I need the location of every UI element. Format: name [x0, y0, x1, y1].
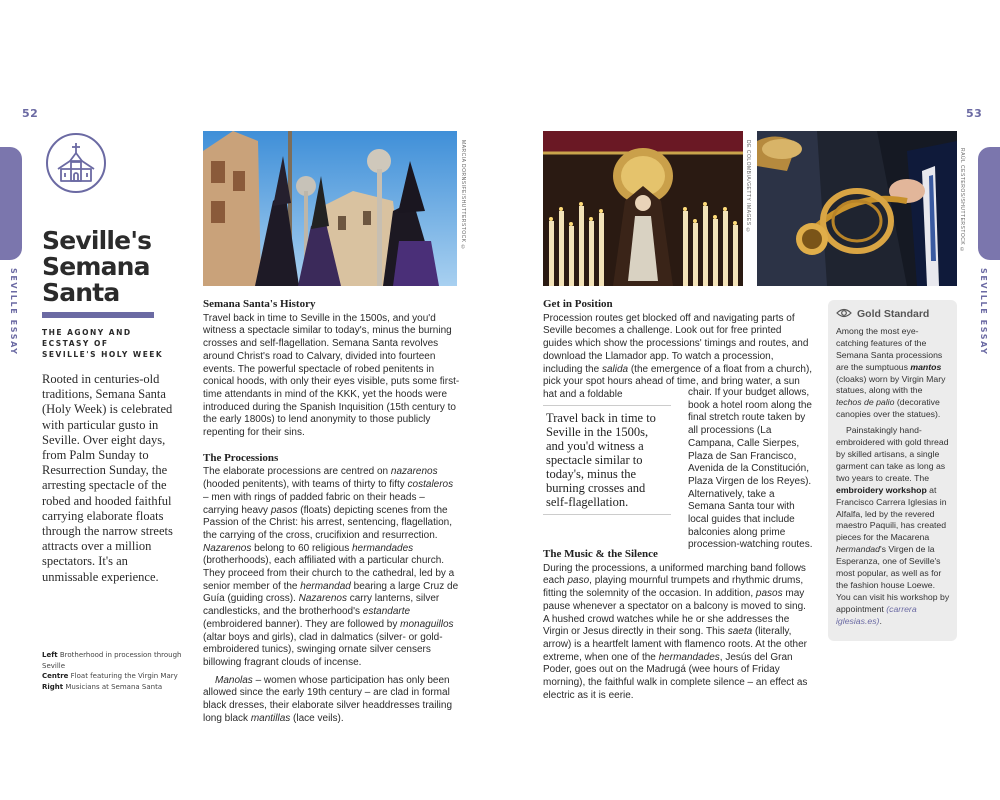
- position-text: Procession routes get blocked off and navigating parts of Seville becomes a challenge. Look out for free printed guides which show the processions' timings and routes, and download the Llamador app. To watch a procession, including the salida (the emergence of a float from a church), pick your spot hours ahead of time, and bring water, a sun hat and a foldable: [543, 312, 813, 400]
- caption-left: Left Brotherhood in procession through Seville: [42, 651, 182, 670]
- church-icon: [46, 133, 106, 193]
- photo-credit-left: MARCIA DORNSIFE/SHUTTERSTOCK ©: [460, 140, 466, 251]
- heading-history: Semana Santa's History: [203, 298, 316, 310]
- section-tab-left: [0, 147, 22, 260]
- page-title: Seville's Semana Santa: [42, 226, 152, 307]
- caption-right: Right Musicians at Semana Santa: [42, 682, 163, 691]
- section-tab-right: [978, 147, 1000, 260]
- sidebar-gold-standard: [828, 300, 957, 641]
- photo-credit-middle: DE COLOMBIA/GETTY IMAGES ©: [745, 140, 751, 234]
- sidebar-para-1: Among the most eye-catching features of the Semana Santa processions are the sumptuous mantos (cloaks) worn by Virgin Mary statues, along with the techos de palio (decorative canopies over the statues).: [836, 325, 946, 420]
- sidebar-para-2: Painstakingly hand-embroidered with gold thread by skilled artisans, a single garment can take as long as two years to create. The embroidery workshop at Francisco Carrera Iglesias in Alfalfa, led by the revered maestro Paquili, has created pieces for the Macarena hermandad's Virgen de la Esperanza, one of Seville's most popular, as well as for the fashion house Loewe. You can visit his workshop by appointment (carrera iglesias.es).: [836, 425, 950, 626]
- heading-processions: The Processions: [203, 451, 279, 464]
- photo-musicians: [757, 131, 957, 286]
- page-subtitle: THE AGONY AND ECSTASY OF SEVILLE'S HOLY WEEK: [42, 328, 164, 359]
- photo-credit-right: RAÚL CESTEROS/SHUTTERSTOCK ©: [959, 148, 965, 254]
- eye-icon: [836, 307, 852, 323]
- heading-music: The Music & the Silence: [543, 548, 658, 560]
- page-number-left: 52: [22, 107, 39, 120]
- position-text-continued: chair. If your budget allows, book a hotel room along the final stretch route taken by all processions (La Campana, Calle Sierpes, Plaza de San Francisco, Avenida de la Constitución, Plaza Virgen de los Reyes). Alternatively, take a Semana Santa tour with local guides that include balconies along prime procession-watching routes.: [688, 387, 813, 551]
- photo-virgin-mary-float: [543, 131, 743, 286]
- processions-text: The elaborate processions are centred on nazarenos (hooded penitents), with teams of thirty to fifty costaleros – men with rings of padded fabric on their heads – carrying heavy pasos (floats) depicting scenes from the Passion of the Christ: his arrest, sentencing, flagellation, the carrying of the cross, crucifixion and resurrection. Nazarenos belong to 60 religious hermandades (brotherhoods), each affiliated with a particular church. They proceed from their church to the cathedral, led by a senior member of the hermandad bearing a large Cruz de Guía (guiding cross). Nazarenos carry lanterns, silver candlesticks, and the brotherhood's estandarte (embroidered banner). They are followed by monaguillos (altar boys and girls), clad in dalmatics (silver- or gold-embroidered tunics), swinging ornate silver censers billowing fragrant clouds of incense.: [203, 466, 459, 668]
- music-text: During the processions, a uniformed marching band follows each paso, playing mournful trumpets and rhythmic drums, fitting the solemnity of the occasion. In addition, pasos may pause whenever a spectator on a balcony is moved to sing. A hushed crowd watches while he or she addresses the Virgin or Jesus directly in their song. This saeta (literally, arrow) is a heartfelt lament with flamenco roots. At the other extreme, when one of the hermandades, Jesús del Gran Poder, goes out on the Madrugá (wee hours of Friday morning), the faithful walk in complete silence – an effect as electric as it is eerie.: [543, 562, 808, 701]
- heading-position: Get in Position: [543, 298, 613, 310]
- manolas-text: Manolas – women whose participation has only been allowed since the early 19th century – are clad in formal black dresses, their elaborate silver headdresses trailing long black mantillas (lace veils).: [203, 674, 453, 724]
- photo-brotherhood-procession: [203, 131, 457, 286]
- column-music-silence: [543, 548, 813, 702]
- sidebar-title: Gold Standard: [836, 307, 950, 323]
- pull-quote: Travel back in time to Seville in the 1500s, and you'd witness a spectacle similar to today's, minus the burning crosses and self-flagellation.: [543, 405, 671, 515]
- column-history-processions: [203, 298, 460, 726]
- intro-text: Rooted in centuries-old traditions, Semana Santa (Holy Week) is celebrated with particular gusto in Seville. Over eight days, from Palm Sunday to Resurrection Sunday, the arresting spectacle of the robed and hooded faithful carrying elaborate floats through the narrow streets attracts over a million spectators. It's an unmissable experience.: [42, 372, 173, 584]
- workshop-website-link[interactable]: (carrera iglesias.es): [836, 603, 917, 626]
- page-number-right: 53: [966, 107, 983, 120]
- section-label-right: SEVILLE ESSAY: [979, 268, 988, 356]
- caption-centre: Centre Float featuring the Virgin Mary: [42, 672, 178, 680]
- title-underline: [42, 312, 154, 318]
- embroidery-workshop-highlight: embroidery workshop: [836, 484, 927, 495]
- section-label-left: SEVILLE ESSAY: [9, 268, 18, 356]
- history-text: Travel back in time to Seville in the 1500s, and you'd witness a spectacle similar to today's, minus the burning crosses and self-flagellation. Semana Santa revolves around Christ's road to Calvary, divided into fourteen events. The powerful spectacle of robed penitents in conical hoods, with only their eyes visible, puts some first-time attendants in mind of the KKK, yet the hoods were introduced during the Spanish Inquisition (15th century to the early 1800s) to lend anonymity to those publicly repenting for their sins.: [203, 312, 460, 439]
- photo-captions: [42, 650, 182, 692]
